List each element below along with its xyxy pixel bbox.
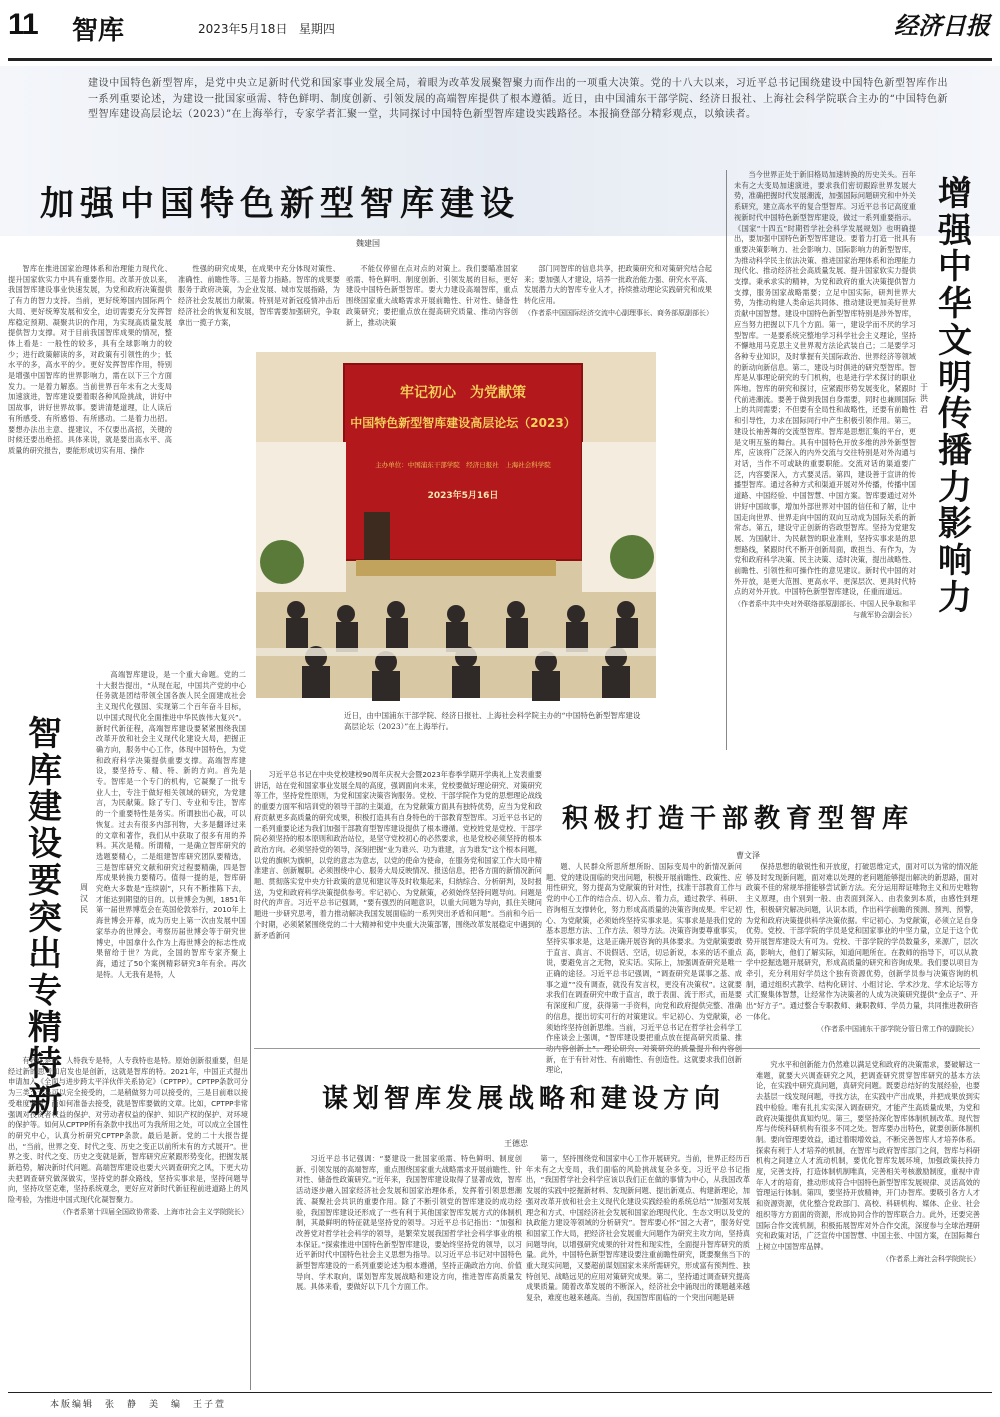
newspaper-logo: 经济日报 <box>894 11 990 40</box>
article-5-col-1: 习近平总书记强调：“要建设一批国家亟需、特色鲜明、制度创新、引领发展的高端智库，重点围绕国家重大战略需求开展前瞻性、针对性、储备性政策研究。”近年来，我国智库建设取得了显著成效，智库活动逐步融入国家经济社会发展和国家治理体系，发挥着引领思想潮流、凝聚社会共识的重要作用。除了不断引领党的智库建设的成功经验，我国智库建设还形成了一些有利于其他国家智库发展方式的体制机制，其最鲜明的特征就是坚持党的领导。习近平总书记指出：“加强和改善党对哲学社会科学的领导，是繁荣发展我国哲学社会科学事业的根本保证。”探索推进中国特色新型智库建设，要始终坚持党的领导，以习近平新时代中国特色社会主义思想为指导。以习近平总书记对中国特色新型智库建设的一系列重要论述为根本遵循，坚持正确政治方向、价值导向、学术取向，谋划智库发展战略和建设方向，推进智库高质量发展。具体来看，要做好以下几个方面工作。 <box>296 1154 522 1292</box>
section-title: 智库 <box>72 16 125 46</box>
banner-organizers: 主办单位：中国浦东干部学院 经济日报社 上海社会科学院 <box>375 461 551 469</box>
article-2-headline: 增强中华文明传播力影响力 <box>938 174 972 618</box>
article-2-author: 于洪君 <box>920 383 928 414</box>
article-3-affiliation: （作者系第十四届全国政协常委、上海市社会主义学院院长） <box>59 1207 248 1216</box>
masthead-rule <box>8 58 992 61</box>
article-4-col-2: 保持思想的敏锐性和开放度，打破思维定式，面对可以为常的情况能够及时发现新问题，面对难以处理的老问题能够提出解决的新思路，面对政策不佳的常规举措能够尝试新方法。充分运用辩证唯物主义和历史唯物主义原理，由个别到一般、由表面到深入、由表象到本质，由感性到理性，积极研究解决问题，认识本质，作出科学前瞻的预测、预判、预警，为党和政府决策提供科学决策依据。牢记初心、为党献策，必须立足自身优势。党校、干部学院的学员是党和国家事业的中坚力量，立足于这个优势开展智库建设大有可为。党校、干部学院的学员数量多，来源广，层次高，影响大，他们了解实际，知道问题所在。在教师的指导下，可以从教学中挖掘选题开展研究，形成高质量的研究和咨询成果。我们要以项目为牵引，充分利用好学员这个独有资源优势，创新学员参与决策咨询的机制，通过组织式教学、结构化研讨、小组讨论、学术沙龙、学术论坛等方式汇聚集体智慧，让经常作为决策者的人成为决策研究提供“金点子”、开出“好方子”。通过整合专职教师、兼职教师、学员力量，共同推进教研咨一体化。 （作者系中国浦东干部学院分管日常工作的副院长） <box>746 862 978 1033</box>
banner-date: 2023年5月16日 <box>427 491 499 501</box>
article-3-headline: 智库建设要突出专精特新 <box>28 714 62 1122</box>
article-2-body: 当今世界正处于新旧格局加速转换的历史关头。百年未有之大变局加速演进，要求我们密切跟踪世界发展大势，准确把握时代发展潮流，加强国际问题研究和中外关系研究，建立高水平的复合型智库。习近平总书记高度重视新时代中国特色新型智库建设，做过一系列重要指示。《国家“十四五”时期哲学社会科学发展规划》也明确提出，要加强中国特色新型智库建设。要着力打造一批具有重要决策影响力、社会影响力、国际影响力的新型智库，为推动科学民主依法决策、推进国家治理体系和治理能力现代化、推动经济社会高质量发展、提升国家软实力提供支撑。秉承求实的精神，为党和政府的重大决策提供智力支撑，服务国家战略需要；立足中国实际，研判世界大势，为推动构建人类命运共同体、推动建设更加美好世界贡献中国智慧。建设中国特色新型智库特别是涉外智库，应当努力把握以下几个方面。第一，建设学而不厌的学习型智库。一是要系统完整地学习科学社会主义理论，坚持不懈地用马克思主义世界观方法论武装自己；二是要学习各种专业知识，及时掌握有关国际政治、世界经济等领域的新动向新信息。第二，建设与时俱进的研究型智库。智库是从事理论研究的专门机构，也是进行学术探讨的职业阵地。智库的研究和探讨，应紧跟形势发展变化，紧跟时代前进潮流。要善于做到我国自身需要，同时也兼顾国际上的共同需要；不但要有全局性和战略性，还要有前瞻性和引导性，力求在国际同行中产生积极引领作用。第三，建设长袖善舞的交流型智库。智库是思想汇集的平台，更是文明互鉴的舞台。具有中国特色开放多维的涉外新型智库，应该将广泛深入的内外交流与交往特别是对外沟通与对话，当作不可或缺的重要职能。交流对话的渠道要广泛，内容要深入，方式要灵活。第四，建设善于宣讲的传播型智库。通过各种方式和渠道开展对外传播，传播中国道路、中国经验、中国智慧、中国方案。智库要通过对外讲好中国故事，增加外部世界对中国的信任和了解，让中国走向世界、世界走向中国的双向互动成为国际关系的新常态。第五，建设守正创新的咨政型智库。坚持为党建发展、为国献计、为民献智的职业准则，坚持实事求是的思想路线，紧跟时代不断开创新局面，敢担当、有作为，为党和政府科学决策、民主决策、适时决策，提出战略性、前瞻性、引领性和可操作性的意见建议。新时代中国的对外开放，是更大范围、更高水平、更深层次、更具时代特点的对外开放。中国特色新型智库建设，任重而道远。 （作者系中共中央对外联络部原副部长、中国人民争取和平与裁军协会副会长） <box>734 170 916 619</box>
article-3-col-1: 高端智库建设，是一个重大命题。党的二十大报告提出，“从现在起，中国共产党的中心任务就是团结带领全国各族人民全面建成社会主义现代化强国、实现第二个百年奋斗目标，以中国式现代化全面推进中华民族伟大复兴”。新时代新征程，高端智库建设要紧紧围绕我国改革开放和社会主义现代化建设大局，把握正确方向，服务中心工作，体现中国特色，为党和政府科学决策提供重要支撑。高端智库建设，要坚持专、精、特、新的方向。首先是专。智库是一个专门的机构，它凝聚了一批专业人士，专注于做好相关领域的研究，为党建言，为民献策。除了专门、专业和专注，智库的一个重要特性是务实。所谓独出心裁，可以恢复。过去有很多内部刊物，大多是翻译过来的文章和著作，我们从中获取了很多有用的养料。其次是精。所谓精，一是确立智库研究的选题要精心，二是组建智库研究团队要精选，三是智库研究文献和研究过程要精确，四是智库成果转换力要精巧。值得一提的是，智库研究绝大多数是“连续剧”，只有不断推陈下去，才能达到期望的目的。以世博会为例，1851年第一届世界博览会在英国伦敦举行，2010年上海世博会开幕，成为历史上第一次由发展中国家举办的世博会。考察历届世博会等于研究世博史，中国拿什么作为上海世博会的标志性成果留给于世？为此，全国的智库专家齐聚上海，通过了50个案例精彩研究3年有余。再次是特。人无我有是特，人 <box>96 670 246 979</box>
column-divider-left <box>250 770 251 1390</box>
article-3-author: 周汉民 <box>80 883 88 914</box>
dateline <box>198 20 335 37</box>
article-1-col-2: 性强的研究成果，在成果中充分体现对策性、准确性、前瞻性等。三是着力指路。智库的成果要服务于政府决策，为企业发展、城市发展指路，为经济社会发展出力献策。特别是对新冠疫情冲击后经济社会的恢复和发展，智库需要加强研究，争取拿出一揽子方案， <box>178 264 340 327</box>
section-divider <box>254 1048 980 1049</box>
page-number: 11 <box>8 8 38 41</box>
intro-text: 建设中国特色新型智库，是党中央立足新时代党和国家事业发展全局，着眼为改革发展聚智聚力而作出的一项重大决策。党的十八大以来，习近平总书记围绕建设中国特色新型智库作出一系列重要论述，为建设一批国家亟需、特色鲜明、制度创新、引领发展的高端智库提供了根本遵循。近日，由中国浦东干部学院、经济日报社、上海社会科学院联合主办的“中国特色新型智库建设高层论坛（2023）”在上海举行，专家学者汇聚一堂，共同探讨中国特色新型智库建设实践路径。本报摘登部分精彩观点，以飨读者。 <box>88 78 948 120</box>
masthead <box>0 0 1000 66</box>
article-5-col-2: 第一，坚持围绕党和国家中心工作开展研究。当前，世界正经历百年未有之大变局，我们面临的风险挑战复杂多变。习近平总书记指出，“我国哲学社会科学应该以我们正在做的事情为中心，从我国改革发展的实践中挖掘新材料、发现新问题、提出新观点、构建新理论，加强对改革开放和社会主义现代化建设实践经验的系统总结”“加强对发展理念和方式、中国经济社会发展和国家治理现代化、生态文明以及党的执政能力建设等领域的分析研究”。智库要心怀“国之大者”，服务好党和国家工作大局，把经济社会发展重大问题作为研究主攻方向，坚持真问题导向，以增强研究成果的针对性和现实性，全面提升智库研究的质量。此外，中国特色新型智库建设要注重前瞻性研究，既要聚焦当下的重大现实问题，又要超前谋划国家未来所需研究，形成富有预判性、独特创见、战略远见的应用对策研究成果。第二，坚持通过调查研究提高成果质量。随着改革发展的不断深入，经济社会中涌现出的课题越来越复杂，难度也越来越高。当前，我国智库面临的一个突出问题是研 <box>526 1154 750 1303</box>
forum-photo-illustration <box>256 352 656 698</box>
article-1-col-3: 不能仅停留在点对点的对策上。我们要瞄准国家亟需、特色鲜明、制度创新、引领发展的目标，更好建设中国特色新型智库。要大力建设高端智库，重点围绕国家重大战略需求开展前瞻性、针对性、储备性政策研究；要把重点放在提高研究质量、推动内容创新上，推动决策 <box>346 264 518 327</box>
banner-forum-title: 中国特色新型智库建设高层论坛（2023） <box>350 416 576 430</box>
article-3-col-2: 有我优是特，人特我专是特，人专我特也是特。原始创新很重要，但是经过新的思考和启发也是创新，这就是智库的特。2021年，中国正式提出申请加入《全面与进步跨太平洋伙伴关系协定》（CPTPP）。CPTPP条款可分为三类：一是可以完全接受的，二是稍做努力可以接受的，三是目前难以接受难度条款。而如何准备去接受，就是智库要做的文章。比如，CPTPP非常强调对投资者权益的保护、对劳动者权益的保护、知识产权的保护、对环境的保护等。如何从CPTPP所有条款中找出可为我所用之处，可以成立全国性的研究中心，认真分析研究CPTPP条款。最后是新。党的二十大报告提出，“当前，世界之变、时代之变、历史之变正以前所未有的方式展开”。世界之变、时代之变、历史之变就是新，智库研究应紧跟形势变化，把握发展新趋势，解决新时代问题。高端智库建设也要大兴调查研究之风，下更大功夫把调查研究做深做实，坚持党的群众路线，坚持实事求是，坚持问题导向，坚持攻坚克难，坚持系统观念，更好应对新时代新征程前进道路上的风险考验，为推进中国式现代化凝智聚力。 （作者系第十四届全国政协常委、上海市社会主义学院院长） <box>8 1056 248 1216</box>
article-4-author: 曹文泽 <box>736 851 760 860</box>
article-4-col-1: 题、人民群众所思所想所盼、国际变局中的新情况新问题、党的建设面临的突出问题，积极开展前瞻性、政策性、应用性研究，努力提高为党献策的针对性，找准干部教育工作与党的中心工作的结合点、切入点、着力点，通过教学、科研、咨询相互支撑转化，努力形成高质量的决策咨询成果。牢记初心、为党献策，必须始终坚持实事求是。实事求是是我们党的基本思想方法、工作方法、领导方法。决策咨询要尊重事实，坚持实事求是，这是正确开展咨询的具体要求。为党献策要敢于直言、真言、不说假话、空话，切忌新说，本来的话不重点说，要避免言之无物，说实话。实际上，加强调查研究是唯一正确的途径。习近平总书记强调，“调查研究是谋事之基、成事之道”“没有调查，就没有发言权，更没有决策权”。这就要求我们在调查研究中敢于直言，敢于表面、流于形式，而是要有深度和广度，获得第一手资料，向党和政府提供完整、准确的信息，提出切实可行的对策建议。牢记初心、为党献策，必须始终坚持创新思维。当前，习近平总书记在哲学社会科学工作座谈会上强调，“智库建设要把重点放在提高研究质量、推 新，在于有针对性、有前瞻性、有创造性。这就要求我们创新理论， <box>546 862 742 1075</box>
weekday: 星期四 <box>298 22 335 36</box>
article-5-affiliation: （作者系上海社会科学院院长） <box>882 1254 980 1263</box>
article-4-headline: 积极打造干部教育型智库 <box>562 804 915 834</box>
date: 2023年5月18日 <box>198 22 288 36</box>
article-4-pre: 习近平总书记在中央党校建校90周年庆祝大会暨2023年春季学期开学典礼上发表重要讲话，站在党和国家事业发展全局的高度，强调面向未来，党校要做好理论研究、对策研究等工作，坚持党性原则，为党和国家决策咨询服务。党校、干部学院作为党的思想理论战线的重要方面军和培训党的领导干部的主渠道，在为党献策方面具有独特优势，应当为党和政府贡献更多高质量的研究成果，积极打造具有自身特色的干部教育型智库。习近平总书记的一系列重要论述为我们加强干部教育型智库建设提供了根本遵循。党校姓党是党校、干部学院必须坚持的根本原则和政治站位，是坚守党校初心的必然要求，也是党校必须坚持的根本政治方向。必须坚持党的领导，深刻把握“业为谁兴、功为谁建，言为谁发”这个根本问题，以党的旗帜为旗帜，以党的意志为意志，以党的使命为使命，在服务党和国家工作大局中精准建言、创新履职。必须围绕中心、服务大局反映情况、报送信息，把各方面的新情况新问题、贯彻落实党中央方针政策的意见和建议等及时收集起来，归纳综合、分析研判，及时报送，为党和政府科学决策提供参考。牢记初心、为党献策，必须始终坚持问题导向。问题是时代的声音。习近平总书记强调，“要有强烈的问题意识，以重大问题为导向，抓住关键问题进一步研究思考，着力推动解决我国发展面临的一系列突出矛盾和问题”。当前和今后一个时期，必须紧紧围绕党的二十大精神和党中央重大决策部署，围绕改革发展稳定中遇到的新矛盾新问 <box>254 770 542 940</box>
article-1-col-1: 智库在推进国家治理体系和治理能力现代化、提升国家软实力中具有重要作用。改革开放以来，我国智库建设事业快速发展，为党和政府决策提供了有力的智力支持。当前，更好统筹国内国际两个大局、更好统筹发展和安全，迫切需要充分发挥智库稳定预期、凝聚共识的作用，为实现高质量发展提供智力支撑。对于目前我国智库成果的情况，整体上看是：一般性的较多，具有全球影响力的较少；进行政策解读的多，对政策有引领性的少；低水平的多，高水平的少。更好发挥智库作用，特别是增强中国智库的世界影响力，需在以下三个方面发力。一是着力解惑。当前世界百年未有之大变局加速演进，智库建设要着眼各种风险挑战，讲好中国故事，讲好世界故事。要讲清楚道理，让人读后有所感受、有所感悟、有所感动。二是着力出招。要想办法出主意、提建议，不仅要出高招，关键的时候还要出绝招。具体来说，就是要出高水平、高质量的研究报告，要能形成切实有用、操作 <box>8 264 172 455</box>
column-divider-right <box>726 170 727 750</box>
article-5-headline: 谋划智库发展战略和建设方向 <box>322 1084 726 1114</box>
footer-rule <box>8 1392 992 1393</box>
article-5-col-3: 究水平和创新能力仍然难以满足党和政府的决策需求，要破解这一难题，就要大兴调查研究之风，把调查研究贯穿智库研究的基本方法论，在实践中研究真问题，真研究问题。既要总结好的发展经验，也要去基层一线发现问题，寻找方法，在实践中产出成果，并把成果放到实践中检验。唯有扎扎实实深入调查研究，才能产生高质量成果，为党和政府决策提供真知灼见。第三，要坚持深化智库体制机制改革。现代智库与传统科研机构有很多不同之处。智库要办出特色，就要创新体制机制。要向管理要效益，通过着眼增效益，不断完善智库人才培养体系。探索有利于人才培养的机制，在智库与政府智库部门之间，智库与科研机构之间建立人才流动机制，要优化智库发展环境，加强政策扶持力度，完善支持，打造体制机制唯真，完善相关考核激励制度，重视中青年人才的培育，推动形成符合中国特色新型智库发展规律、灵活高效的管理运行体制。第四，要坚持开放精神，开门办智库。要吸引各方人才和资源资源，优化整合党政部门、高校、科研机构、媒体、企业、社会组织等方方面面的资源，形成协同合作的智库联合力。此外，还要完善国际合作交流机制，积极拓展智库对外合作交流，深度参与全球治理研究和政策对话，广泛宣传中国智慧、中国主张、中国方案，在国际舞台上树立中国智库品牌。 （作者系上海社会科学院院长） <box>756 1060 980 1263</box>
article-1-col-4: 部门同智库的信息共享，把政策研究和对策研究结合起来；要加强人才建设，培养一批政治能力强、研究水平高、发展潜力大的智库专业人才，持续推动理论实践研究和成果转化应用。 （作者系中国国际经济交流中心副理事长、商务部原副部长） <box>524 264 713 317</box>
forum-photo <box>256 352 656 698</box>
banner-slogan: 牢记初心 为党献策 <box>400 385 526 401</box>
article-4-affiliation: （作者系中国浦东干部学院分管日常工作的副院长） <box>817 1024 978 1033</box>
article-1-affiliation: （作者系中国国际经济交流中心副理事长、商务部原副部长） <box>524 308 713 317</box>
photo-caption: 近日，由中国浦东干部学院、经济日报社、上海社会科学院主办的“中国特色新型智库建设高层论坛（2023）”在上海举行。 <box>344 711 641 731</box>
article-1-author: 魏建国 <box>356 239 380 248</box>
article-5-author: 王德忠 <box>504 1139 528 1148</box>
article-2-affiliation: （作者系中共中央对外联络部原副部长、中国人民争取和平与裁军协会副会长） <box>734 600 916 619</box>
article-1-headline: 加强中国特色新型智库建设 <box>40 184 520 224</box>
page-footer-editors: 本版编辑 张 静 美 编 王子萱 <box>50 1400 227 1410</box>
